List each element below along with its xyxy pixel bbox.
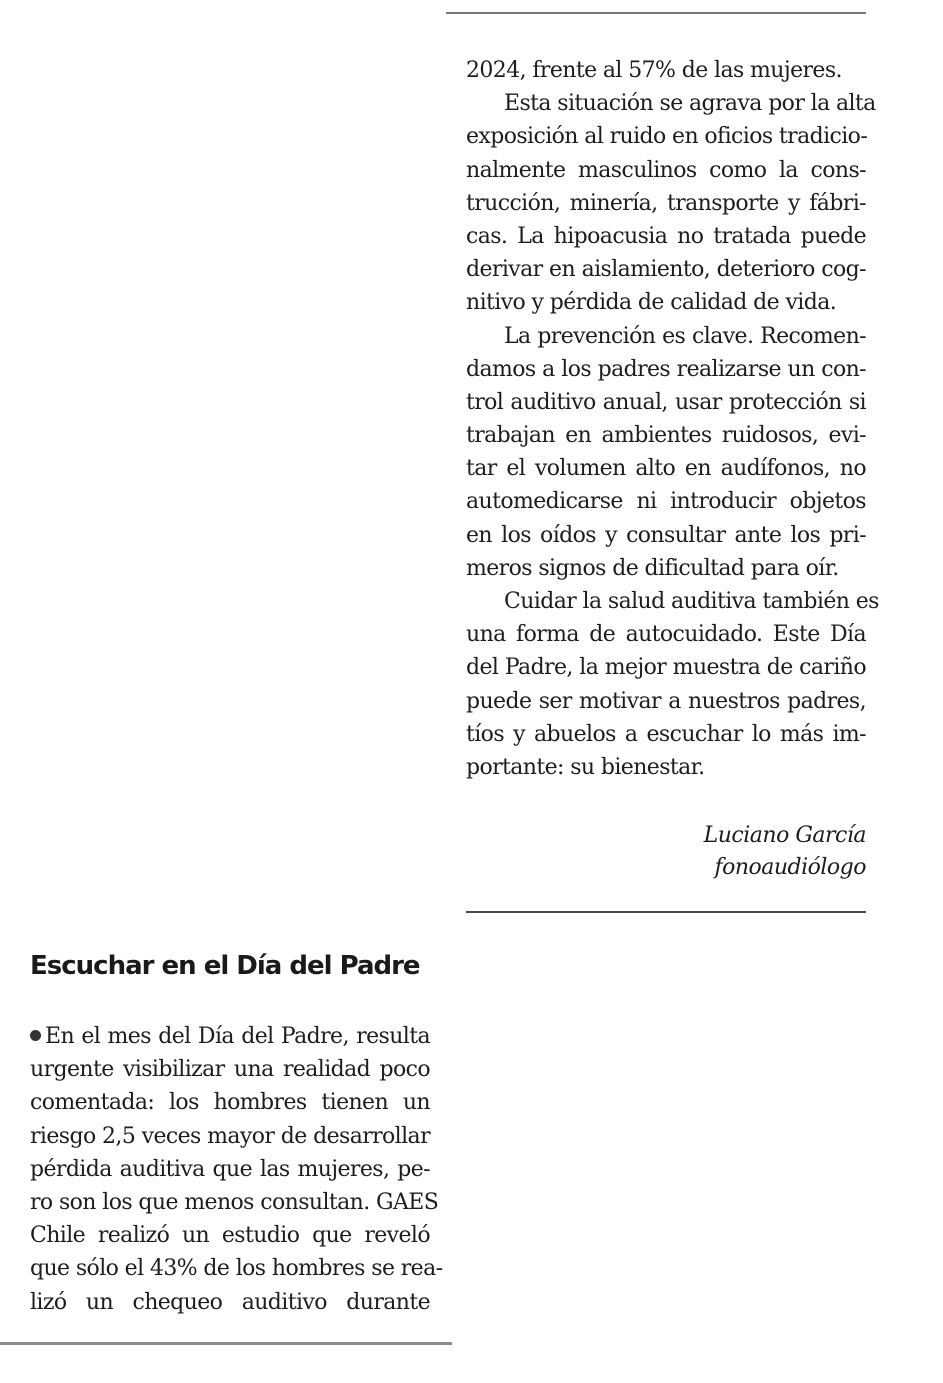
author-role: fonoaudiólogo	[714, 855, 866, 880]
letter-signature	[560, 820, 866, 884]
top-divider	[446, 12, 866, 14]
text-line: que sólo el 43% de los hombres se rea-	[30, 1256, 443, 1282]
text-line: Esta situación se agrava por la alta	[504, 91, 876, 117]
bullet-icon	[30, 1030, 41, 1041]
text-line: riesgo 2,5 veces mayor de desarrollar	[30, 1123, 430, 1149]
text-line: tíos y abuelos a escuchar lo más im-	[466, 721, 866, 747]
text-line: La prevención es clave. Recomen-	[504, 323, 866, 349]
text-line-content: En el mes del Día del Padre, resulta	[45, 1024, 430, 1049]
text-line: meros signos de dificultad para oír.	[466, 555, 839, 581]
text-line: en los oídos y consultar ante los pri-	[466, 522, 866, 548]
text-line	[30, 1020, 430, 1053]
author-name: Luciano García	[703, 823, 866, 848]
letter-continuation-column	[466, 54, 879, 784]
text-line: Chile realizó un estudio que reveló	[30, 1223, 430, 1249]
text-line: damos a los padres realizarse un con-	[466, 356, 866, 382]
text-line: tar el volumen alto en audífonos, no	[466, 456, 866, 482]
letter-heading: Escuchar en el Día del Padre	[30, 951, 420, 981]
text-line: una forma de autocuidado. Este Día	[466, 622, 866, 648]
text-line: 2024, frente al 57% de las mujeres.	[466, 58, 842, 83]
text-line: portante: su bienestar.	[466, 754, 705, 780]
bottom-divider	[0, 1342, 452, 1345]
text-line: lizó un chequeo auditivo durante	[30, 1289, 430, 1315]
text-line: puede ser motivar a nuestros padres,	[466, 688, 866, 714]
text-line: exposición al ruido en oficios tradicio-	[466, 124, 868, 150]
text-line: pérdida auditiva que las mujeres, pe-	[30, 1156, 430, 1182]
text-line: del Padre, la mejor muestra de cariño	[466, 655, 866, 681]
text-line: trucción, minería, transporte y fábri-	[466, 190, 866, 216]
text-line: trol auditivo anual, usar protección si	[466, 389, 866, 415]
text-line: urgente visibilizar una realidad poco	[30, 1057, 430, 1083]
letter-opening-column	[30, 1020, 443, 1319]
text-line: Cuidar la salud auditiva también es	[504, 589, 879, 614]
text-line: comentada: los hombres tienen un	[30, 1090, 430, 1116]
text-line: derivar en aislamiento, deterioro cog-	[466, 257, 866, 283]
text-line: ro son los que menos consultan. GAES	[30, 1189, 439, 1215]
text-line: automedicarse ni introducir objetos	[466, 489, 866, 515]
text-line: cas. La hipoacusia no tratada puede	[466, 223, 866, 249]
text-line: nitivo y pérdida de calidad de vida.	[466, 290, 837, 316]
text-line: nalmente masculinos como la cons-	[466, 157, 866, 183]
signature-divider	[466, 911, 866, 913]
text-line: trabajan en ambientes ruidosos, evi-	[466, 423, 866, 449]
